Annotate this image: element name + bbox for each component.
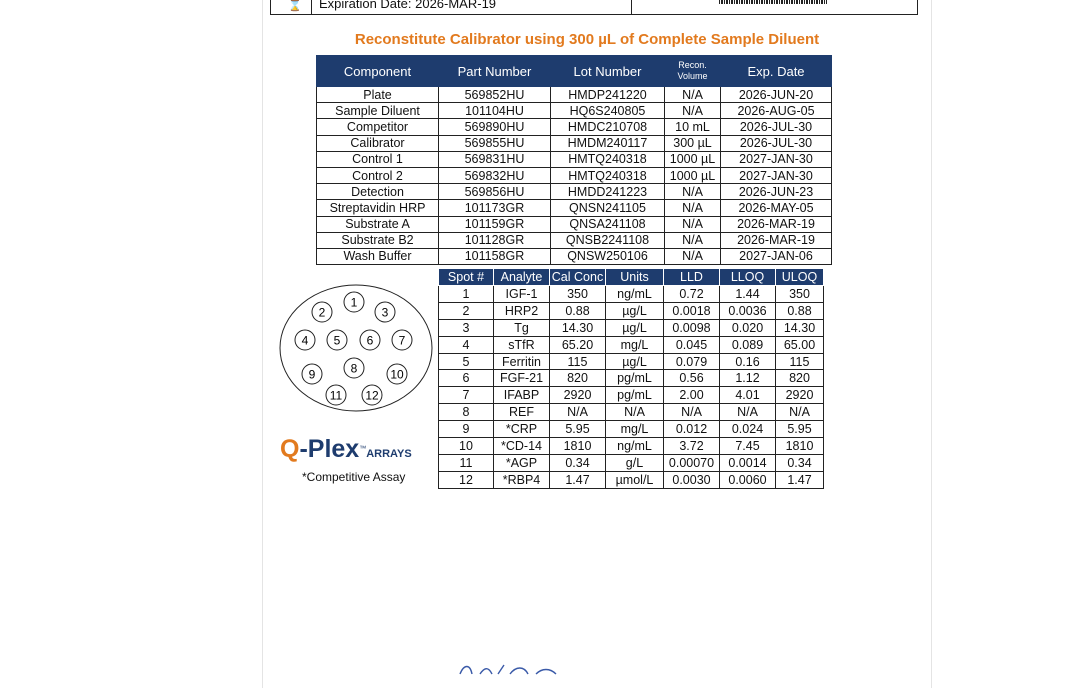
table-row — [317, 103, 832, 119]
table-row — [439, 302, 824, 319]
table-cell: 10 mL — [665, 119, 721, 135]
table-cell: 569856HU — [439, 184, 551, 200]
spot-label: 12 — [365, 388, 379, 403]
table-cell: N/A — [665, 103, 721, 119]
table-cell: 0.00070 — [664, 454, 720, 471]
table-cell: 65.20 — [550, 336, 606, 353]
table-cell: ng/mL — [606, 286, 664, 303]
table-cell: HQ6S240805 — [551, 103, 665, 119]
table-cell: QNSB2241108 — [551, 232, 665, 248]
table-cell: Tg — [494, 319, 550, 336]
table-cell: 2026-MAY-05 — [721, 200, 832, 216]
divider — [631, 0, 632, 14]
table-cell: HMDD241223 — [551, 184, 665, 200]
table-row — [439, 286, 824, 303]
spot-analyte-table — [438, 268, 824, 489]
table-cell: 1 — [439, 286, 494, 303]
column-header: Spot # — [439, 269, 494, 286]
table-cell: N/A — [665, 184, 721, 200]
table-cell: 0.0014 — [720, 454, 776, 471]
table-cell: N/A — [664, 404, 720, 421]
table-cell: 0.045 — [664, 336, 720, 353]
table-row — [317, 151, 832, 167]
table-cell: N/A — [665, 200, 721, 216]
table-cell: 8 — [439, 404, 494, 421]
table-cell: 0.72 — [664, 286, 720, 303]
table-row — [317, 216, 832, 232]
spot-label: 7 — [398, 333, 406, 348]
table-cell: µmol/L — [606, 471, 664, 488]
table-cell: sTfR — [494, 336, 550, 353]
table-cell: *CD-14 — [494, 438, 550, 455]
table-cell: Substrate A — [317, 216, 439, 232]
table-cell: HMTQ240318 — [551, 167, 665, 183]
table-cell: 2.00 — [664, 387, 720, 404]
table-cell: pg/mL — [606, 387, 664, 404]
qplex-logo: Q-Plex™ARRAYS — [280, 435, 412, 463]
table-cell: 0.012 — [664, 421, 720, 438]
table-cell: HRP2 — [494, 302, 550, 319]
spot-label: 5 — [333, 333, 341, 348]
table-row — [317, 232, 832, 248]
table-cell: 3.72 — [664, 438, 720, 455]
spot-layout-diagram — [278, 284, 438, 414]
spot-label: 11 — [329, 388, 343, 403]
table-cell: 0.0036 — [720, 302, 776, 319]
table-cell: 5.95 — [550, 421, 606, 438]
table-cell: 2027-JAN-06 — [721, 248, 832, 264]
table-cell: REF — [494, 404, 550, 421]
expiration-date: Expiration Date: 2026-MAR-19 — [319, 0, 497, 11]
table-cell: 1000 µL — [665, 151, 721, 167]
table-cell: 820 — [776, 370, 824, 387]
table-cell: µg/L — [606, 302, 664, 319]
table-row — [439, 404, 824, 421]
table-row — [317, 184, 832, 200]
table-cell: 4.01 — [720, 387, 776, 404]
table-cell: QNSA241108 — [551, 216, 665, 232]
table-cell: Ferritin — [494, 353, 550, 370]
table-cell: 2920 — [550, 387, 606, 404]
table-row — [317, 135, 832, 151]
table-cell: 1.47 — [776, 471, 824, 488]
table-cell: N/A — [665, 87, 721, 103]
table-cell: N/A — [665, 232, 721, 248]
table-cell: Substrate B2 — [317, 232, 439, 248]
table-cell: *CRP — [494, 421, 550, 438]
table-cell: 2026-MAR-19 — [721, 216, 832, 232]
table-cell: HMDC210708 — [551, 119, 665, 135]
table-cell: 0.34 — [776, 454, 824, 471]
table-cell: HMTQ240318 — [551, 151, 665, 167]
column-header: Units — [606, 269, 664, 286]
table-cell: 2026-JUL-30 — [721, 135, 832, 151]
components-table — [316, 55, 832, 265]
table-row — [439, 387, 824, 404]
table-cell: N/A — [665, 216, 721, 232]
table-cell: FGF-21 — [494, 370, 550, 387]
reconstitution-heading: Reconstitute Calibrator using 300 µL of Complete Sample Diluent — [354, 31, 820, 48]
table-cell: ng/mL — [606, 438, 664, 455]
table-row — [317, 119, 832, 135]
spot-label: 9 — [308, 367, 316, 382]
column-header: LLD — [664, 269, 720, 286]
table-cell: 0.0030 — [664, 471, 720, 488]
spot-label: 10 — [390, 367, 404, 382]
table-row — [439, 471, 824, 488]
expiration-header-box — [270, 0, 918, 15]
divider — [311, 0, 312, 14]
table-cell: 2026-JUN-20 — [721, 87, 832, 103]
table-cell: 115 — [776, 353, 824, 370]
table-cell: 1810 — [550, 438, 606, 455]
table-cell: 9 — [439, 421, 494, 438]
table-cell: 569890HU — [439, 119, 551, 135]
table-cell: HMDM240117 — [551, 135, 665, 151]
table-row — [317, 200, 832, 216]
table-cell: g/L — [606, 454, 664, 471]
table-cell: 1.12 — [720, 370, 776, 387]
table-cell: 350 — [550, 286, 606, 303]
column-header: Analyte — [494, 269, 550, 286]
table-row — [439, 336, 824, 353]
table-cell: 0.0098 — [664, 319, 720, 336]
table-cell: 2026-JUL-30 — [721, 119, 832, 135]
hourglass-icon: ⌛ — [288, 0, 302, 12]
table-cell: N/A — [550, 404, 606, 421]
table-cell: 0.56 — [664, 370, 720, 387]
table-cell: IGF-1 — [494, 286, 550, 303]
table-cell: Sample Diluent — [317, 103, 439, 119]
table-cell: 6 — [439, 370, 494, 387]
table-cell: N/A — [606, 404, 664, 421]
table-cell: 7.45 — [720, 438, 776, 455]
table-cell: 2027-JAN-30 — [721, 167, 832, 183]
table-cell: HMDP241220 — [551, 87, 665, 103]
table-cell: 14.30 — [550, 319, 606, 336]
table-cell: Plate — [317, 87, 439, 103]
table-row — [439, 454, 824, 471]
table-cell: 101104HU — [439, 103, 551, 119]
table-cell: 569855HU — [439, 135, 551, 151]
table-cell: 65.00 — [776, 336, 824, 353]
table-cell: 115 — [550, 353, 606, 370]
spot-label: 1 — [350, 295, 358, 310]
table-cell: 0.0018 — [664, 302, 720, 319]
table-cell: *AGP — [494, 454, 550, 471]
column-header: Part Number — [439, 56, 551, 87]
table-cell: N/A — [665, 248, 721, 264]
table-cell: 2026-AUG-05 — [721, 103, 832, 119]
table-cell: 0.34 — [550, 454, 606, 471]
column-header: LLOQ — [720, 269, 776, 286]
table-cell: 11 — [439, 454, 494, 471]
table-cell: 569852HU — [439, 87, 551, 103]
table-cell: 0.16 — [720, 353, 776, 370]
table-cell: 0.024 — [720, 421, 776, 438]
table-row — [317, 87, 832, 103]
table-cell: 2 — [439, 302, 494, 319]
table-cell: Calibrator — [317, 135, 439, 151]
table-cell: 14.30 — [776, 319, 824, 336]
column-header: Component — [317, 56, 439, 87]
column-header: Lot Number — [551, 56, 665, 87]
spot-label: 8 — [350, 361, 358, 376]
table-cell: Competitor — [317, 119, 439, 135]
table-row — [439, 353, 824, 370]
table-cell: 7 — [439, 387, 494, 404]
table-cell: Detection — [317, 184, 439, 200]
table-cell: 1810 — [776, 438, 824, 455]
table-cell: IFABP — [494, 387, 550, 404]
table-cell: 569832HU — [439, 167, 551, 183]
table-cell: 2027-JAN-30 — [721, 151, 832, 167]
table-cell: 101128GR — [439, 232, 551, 248]
table-row — [439, 319, 824, 336]
table-cell: 3 — [439, 319, 494, 336]
barcode — [719, 0, 827, 4]
table-cell: QNSN241105 — [551, 200, 665, 216]
handwritten-signature — [458, 662, 608, 676]
table-row — [439, 438, 824, 455]
table-cell: 5.95 — [776, 421, 824, 438]
table-row — [317, 248, 832, 264]
table-cell: Wash Buffer — [317, 248, 439, 264]
table-cell: 820 — [550, 370, 606, 387]
table-cell: 1000 µL — [665, 167, 721, 183]
table-cell: Streptavidin HRP — [317, 200, 439, 216]
column-header: Cal Conc — [550, 269, 606, 286]
table-cell: µg/L — [606, 353, 664, 370]
table-cell: 5 — [439, 353, 494, 370]
table-cell: 1.47 — [550, 471, 606, 488]
table-cell: QNSW250106 — [551, 248, 665, 264]
competitive-assay-footnote: *Competitive Assay — [302, 470, 406, 484]
table-cell: 2920 — [776, 387, 824, 404]
table-cell: mg/L — [606, 421, 664, 438]
table-cell: 1.44 — [720, 286, 776, 303]
table-cell: 350 — [776, 286, 824, 303]
table-cell: N/A — [720, 404, 776, 421]
table-cell: pg/mL — [606, 370, 664, 387]
table-cell: 0.020 — [720, 319, 776, 336]
table-cell: Control 1 — [317, 151, 439, 167]
column-header: Recon. Volume — [665, 56, 721, 87]
table-cell: Control 2 — [317, 167, 439, 183]
table-cell: 0.0060 — [720, 471, 776, 488]
table-cell: 2026-JUN-23 — [721, 184, 832, 200]
table-cell: 4 — [439, 336, 494, 353]
table-row — [317, 167, 832, 183]
column-header: Exp. Date — [721, 56, 832, 87]
table-row — [439, 421, 824, 438]
table-cell: mg/L — [606, 336, 664, 353]
table-cell: 0.089 — [720, 336, 776, 353]
table-cell: *RBP4 — [494, 471, 550, 488]
table-cell: 12 — [439, 471, 494, 488]
table-cell: 300 µL — [665, 135, 721, 151]
table-cell: 101159GR — [439, 216, 551, 232]
table-cell: 569831HU — [439, 151, 551, 167]
table-row — [439, 370, 824, 387]
spot-label: 3 — [381, 305, 389, 320]
spot-label: 6 — [366, 333, 374, 348]
spot-label: 4 — [301, 333, 309, 348]
table-cell: 0.88 — [550, 302, 606, 319]
table-cell: 0.079 — [664, 353, 720, 370]
table-cell: N/A — [776, 404, 824, 421]
table-cell: 101173GR — [439, 200, 551, 216]
spot-label: 2 — [318, 305, 326, 320]
table-cell: 0.88 — [776, 302, 824, 319]
table-cell: 101158GR — [439, 248, 551, 264]
table-cell: 2026-MAR-19 — [721, 232, 832, 248]
column-header: ULOQ — [776, 269, 824, 286]
table-cell: µg/L — [606, 319, 664, 336]
table-cell: 10 — [439, 438, 494, 455]
